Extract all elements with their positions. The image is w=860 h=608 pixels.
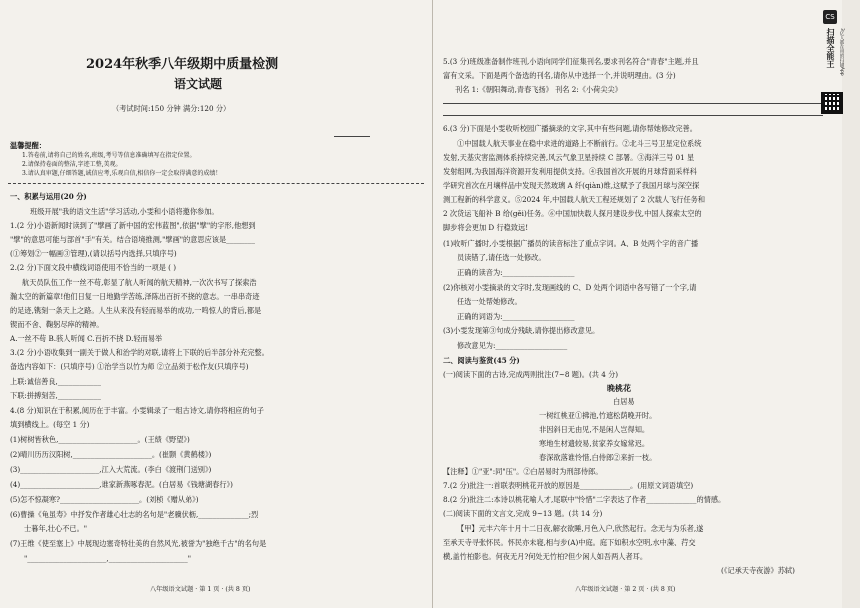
exam-subtitle: 语文试题 (174, 77, 223, 91)
question-line: (6)曹操《龟虽寿》中抒发作者雄心壮志的名句是"老骥伏枥,______________;烈 (10, 510, 259, 519)
question-line: (2)晴川历历汉阳树,______________________。(崔颢《黄鹤楼》) (10, 450, 212, 459)
reading-intro: (一)阅读下面的古诗,完成两则批注(7~8 题)。(共 4 分) (443, 370, 619, 379)
notice-item: 2.请保持卷面的整洁,字迹工整,美观。 (22, 161, 122, 168)
question-line: (1)收听广播时,小雯根据广播员的读音标注了重点字词。A、B 处两个字的音广播 (443, 239, 699, 248)
question-line: 的足迹,镌刻一条天上之路。人生从来没有轻而易举的成功,一鸣惊人的背后,都是 (10, 306, 262, 315)
question-line: (3)小雯发现第③句成分残缺,请你提出修改意见。 (443, 326, 600, 335)
prose-line: 至承天寺寻张怀民。怀民亦未寝,相与步(A)中庭。庭下如积水空明,水中藻、荇交 (443, 538, 696, 547)
question-line: 任选一处帮她修改。 (457, 297, 522, 306)
exam-time-info: （考试时间:150 分钟 满分:120 分） (112, 104, 231, 113)
poem-line: 一树红桃亚①拂池,竹遮松荫晚开时。 (539, 411, 657, 420)
question-line: 瀚太空的新篇章!他们日复一日地勤学苦练,泽陈出百折不挠的意志。一串串奇迹 (10, 292, 260, 301)
scanner-tagline: 3亿人都在用的扫描App (839, 28, 844, 76)
poem-title: 晚桃花 (607, 383, 631, 393)
section-heading: 二、阅读与鉴赏(45 分) (443, 356, 520, 365)
answer-line (443, 115, 823, 116)
question-options: A.一丝不苟 B.骇人听闻 C.百折不挠 D.轻而易举 (10, 334, 163, 343)
passage-line: 2 次货运飞船补 B 给(gěi)任务。⑥中国加快载人探月建设步伐,中国人探索太空的 (443, 209, 702, 218)
question-line: 正确的词语为:____________________ (457, 312, 575, 321)
poem-author: 白居易 (613, 397, 635, 406)
question-line: 正确的读音为:____________________ (457, 268, 575, 277)
passage-line: ①中国载人航天事业在稳中求进的道路上不断前行。②北斗三号卫星定位系统 (457, 139, 702, 148)
scanner-brand: 扫描全能王 (826, 28, 835, 68)
question-line: 7.(2 分)批注一:首联表明桃花开放的原因是______________。(用原文词语填空) (443, 481, 694, 490)
page-footer: 八年级语文试题 · 第 1 页 · (共 8 页) (150, 586, 251, 593)
section-heading: 一、积累与运用(20 分) (10, 192, 87, 201)
notice-item: 3.请认真审题,仔细答题,诚信应考,乐观自信,相信你一定会取得满意的成绩！ (22, 170, 222, 177)
question-line: 上联:诚信善良,____________ (10, 377, 101, 386)
question-line: 员读错了,请任选一处修改。 (457, 253, 546, 262)
question-line: 刊名 1:《朝阳舞动,青春飞扬》 刊名 2:《小荷尖尖》 (455, 85, 622, 94)
answer-line (443, 103, 823, 104)
question-line: (2)你核对小雯摘录的文字时,发现画线的 C、D 处两个词语中各写错了一个字,请 (443, 283, 697, 292)
reading-intro: (二)阅读下面的文言文,完成 9~13 题。(共 14 分) (443, 509, 603, 518)
question-line: (4)______________________,谁家新燕啄春泥。(白居易《钱塘湖春行》) (10, 480, 233, 489)
question-line: 航天员队伍工作一丝不苟,彰显了航人听闻的航天精神,一次次书写了探索浩 (22, 278, 257, 287)
question-line: 3.(2 分)小语收集到一副关于做人和治学的对联,请将上下联的后半部分补充完整。 (10, 348, 269, 357)
exam-title: 2024年秋季八年级期中质量检测 (86, 57, 279, 72)
scanner-strip (842, 0, 860, 608)
question-line: 8.(2 分)批注二:本诗以桃花喻人才,尾联中"怜惜"二字表达了作者______________的情感。 (443, 495, 726, 504)
question-line: 4.(8 分)知识在于积累,阅历在于丰富。小雯辑录了一组古诗文,请你将相应的句子 (10, 406, 264, 415)
prose-line: 横,盖竹柏影也。何夜无月?何处无竹柏?但少闲人如吾两人者耳。 (443, 552, 648, 561)
poem-line: 寒地生材遗较易,贫家养女嫁常迟。 (539, 439, 650, 448)
question-line: "擘"的意思可能与部首"手"有关。结合语境推测,"擘画"的意思应该是________ (10, 235, 255, 244)
question-line: "______________________,______________________" (24, 554, 192, 563)
prose-source: (《记承天寺夜游》苏轼) (721, 566, 795, 575)
question-line: (7)王维《使至塞上》中展现边塞奇特壮美的自然风光,被誉为"独绝千古"的名句是 (10, 539, 267, 548)
prose-line: 【甲】元丰六年十月十二日夜,解衣欲睡,月色入户,欣然起行。念无与为乐者,遂 (457, 524, 704, 533)
question-line: (3)______________________,江入大荒流。(李白《渡荆门送别》) (10, 465, 212, 474)
qr-code-icon (821, 92, 843, 114)
passage-line: 脚步将会更加 D 行稳致远! (443, 223, 529, 232)
question-line: 1.(2 分)小语新闻时读到了"擘画了新中国的宏伟蓝图",依据"擘"的字形,他想到 (10, 221, 256, 230)
question-line: 2.(2 分)下面文段中横线词语使用不恰当的一项是 ( ) (10, 263, 177, 272)
notice-item: 1.答卷前,请将自己的姓名,班级,考号等信息准确填写在指定位置。 (22, 152, 196, 159)
notice-title: 温馨提醒： (10, 141, 46, 150)
question-line: 班级开展"我的语文生活"学习活动,小雯和小语将邀你参加。 (30, 207, 219, 216)
name-blank (334, 136, 370, 137)
poem-note: 【注释】①"亚":同"压"。②白居易时为刑部侍郎。 (443, 467, 603, 476)
question-line: 备选内容如下：(只填序号) ①治学当以竹为师 ②立品须于松作友(只填序号) (10, 362, 249, 371)
question-line: (①筹划②一幅画③管理),(请以括号内选择,只填序号) (10, 249, 177, 258)
question-line: 富有文采。下面是两个备选的刊名,请你从中选择一个,并说明理由。(3 分) (443, 71, 676, 80)
page-footer: 八年级语文试题 · 第 2 页 · (共 8 页) (575, 586, 676, 593)
question-line: 修改意见为:____________________ (457, 341, 568, 350)
question-line: (1)树树皆秋色,______________________。(王绩《野望》) (10, 435, 190, 444)
question-line: 士暮年,壮心不已。" (24, 524, 88, 533)
poem-line: 春深欲落谁怜惜,白侍郎②来折一枝。 (539, 453, 657, 462)
page-right (432, 0, 843, 608)
question-line: (5)怎不惊凝寒?______________________。(刘桢《赠从弟》) (10, 495, 199, 504)
question-line: 6.(3 分)下面是小雯收听校园广播摘录的文字,其中有些问题,请你帮她修改完善。 (443, 124, 697, 133)
cs-logo: CS (823, 10, 837, 24)
passage-line: 发射组网,为我国海洋资源开发利用提供支持。④我国首次开展的月球背面采样科 (443, 167, 697, 176)
poem-line: 非因斜日无由见,不是闲人岂得知。 (539, 425, 650, 434)
question-line: 填到横线上。(每空 1 分) (10, 420, 90, 429)
passage-line: 发射,天基灾害监测体系持续完善,风云气象卫星持续 C 部署。③海洋三号 01 星 (443, 153, 695, 162)
question-line: 下联:拼搏刻苦,____________ (10, 391, 101, 400)
passage-line: 测工程新的科学意义。⑤2024 年,中国载人航天工程还规划了 2 次载人飞行任务和 (443, 195, 706, 204)
passage-line: 学研究首次在月壤样品中发现天然玻璃 A 纤(qiàn)维,这赋予了我国月球与深空探 (443, 181, 700, 190)
question-line: 锲而不舍、鞠躬尽瘁的精神。 (10, 320, 104, 329)
question-line: 5.(3 分)班级准备制作班刊,小语向同学们征集刊名,要求刊名符合"青春"主题,并且 (443, 57, 699, 66)
notice-divider (8, 183, 424, 184)
